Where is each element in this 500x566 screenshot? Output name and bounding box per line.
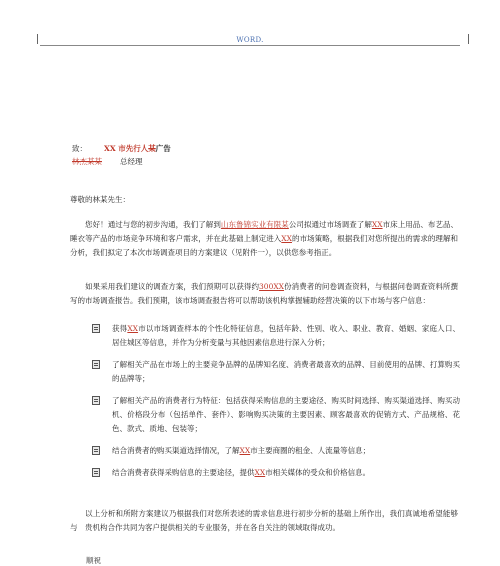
company-strike: 某 [148,144,156,153]
bullet-text-a: 了解相关产品在市场上的主要竞争品牌的品牌知名度、消费者最喜欢的品牌、目前使用的品牌、打算购买的品牌等； [112,360,460,383]
closing: 顺祝 [86,556,101,565]
p2-text-a: 如果采用我们建议的调查方案，我们预期可以获得约 [85,282,260,291]
recipient-company [104,144,171,154]
p1-text-c: 市床上用品、布艺品、睡衣等产品的市场竞争环境和客户需求，并在此基础上制定进入 [70,220,459,243]
document-bullet-icon [92,446,100,455]
recipient-title: 总经理 [120,157,143,166]
bullet-xx: XX [127,324,139,333]
paragraph-expectation [70,280,458,308]
list-item [92,394,460,436]
paragraph-intro [70,218,458,260]
p2-text-b: 份消费者的问卷调查资料，与根据问卷调查资料所撰写的市场调查报告。我们预期，该市场调查报告将可以帮助该机构掌握辅助经营决策的以下市场与客户信息： [70,282,458,305]
bullet-text-a: 结合消费者的购买渠道选择情况，了解 [112,446,240,455]
document-bullet-icon [92,324,100,333]
list-item [92,466,460,480]
document-bullet-icon [92,468,100,477]
list-item [92,322,460,350]
header-rule [40,45,460,46]
greeting: 尊敬的林某先生： [70,195,130,204]
bullet-text-a: 结合消费者获得采购信息的主要途径，提供 [112,468,255,477]
paragraph-conclusion [70,507,458,535]
p3-text: 以上分析和所附方案建议乃根据我们对您所表述的需求信息进行初步分析的基础上所作出，我们真诚地希望能够与 贵机构合作共同为客户提供相关的专业服务，并在各自关注的领域取得成功。 [70,509,458,532]
bullet-text-b: 市以市场调查样本的个性化特征信息，包括年龄、性别、收入、职业、教育、婚姻、家庭人口、居住城区等信息，并作为分析变量与其他因素信息进行深入分析； [112,324,461,347]
bullet-text-a: 获得 [112,324,128,333]
document-bullet-icon [92,360,100,369]
company-prefix: XX 市先行人 [104,144,149,153]
bullet-list [92,322,460,488]
document-bullet-icon [92,396,100,405]
p2-number: 300XX [259,282,285,291]
p1-text-b: 公司拟通过市场调查了解 [288,220,372,229]
p1-text-a: 您好！通过与您的初步沟通，我们了解到 [85,220,221,229]
bullet-xx: XX [254,468,266,477]
p1-company: 山东鲁锦实业有限某 [220,220,289,229]
page-header: WORD. [236,36,264,44]
bullet-xx: XX [239,446,251,455]
recipient-person: 林杰某某 [72,157,102,166]
bullet-text-b: 市相关媒体的受众和价格信息。 [265,468,371,477]
bullet-text-b: 市主要商圈的租金、人流量等信息； [250,446,371,455]
p1-xx-1: XX [371,220,383,229]
list-item [92,358,460,386]
p1-text-d: 的市场策略，根据我们对您所提出的需求的理解和分析，我们拟定了本次市场调查项目的方案建议（见附件一），以供您参考指正。 [70,234,459,257]
bullet-text-a: 了解相关产品的消费者行为特征：包括获得采购信息的主要途径、购买时间选择、购买渠道选择、购买动机、价格段分布（包括单件、套件）、影响购买决策的主要因素、顾客最喜欢的促销方式、产品规格、花色、款式、质地、包装等； [112,396,460,433]
company-suffix: 广告 [155,144,171,153]
recipient-label: 致： [72,144,87,153]
list-item [92,444,460,458]
p1-xx-2: XX [281,234,292,243]
